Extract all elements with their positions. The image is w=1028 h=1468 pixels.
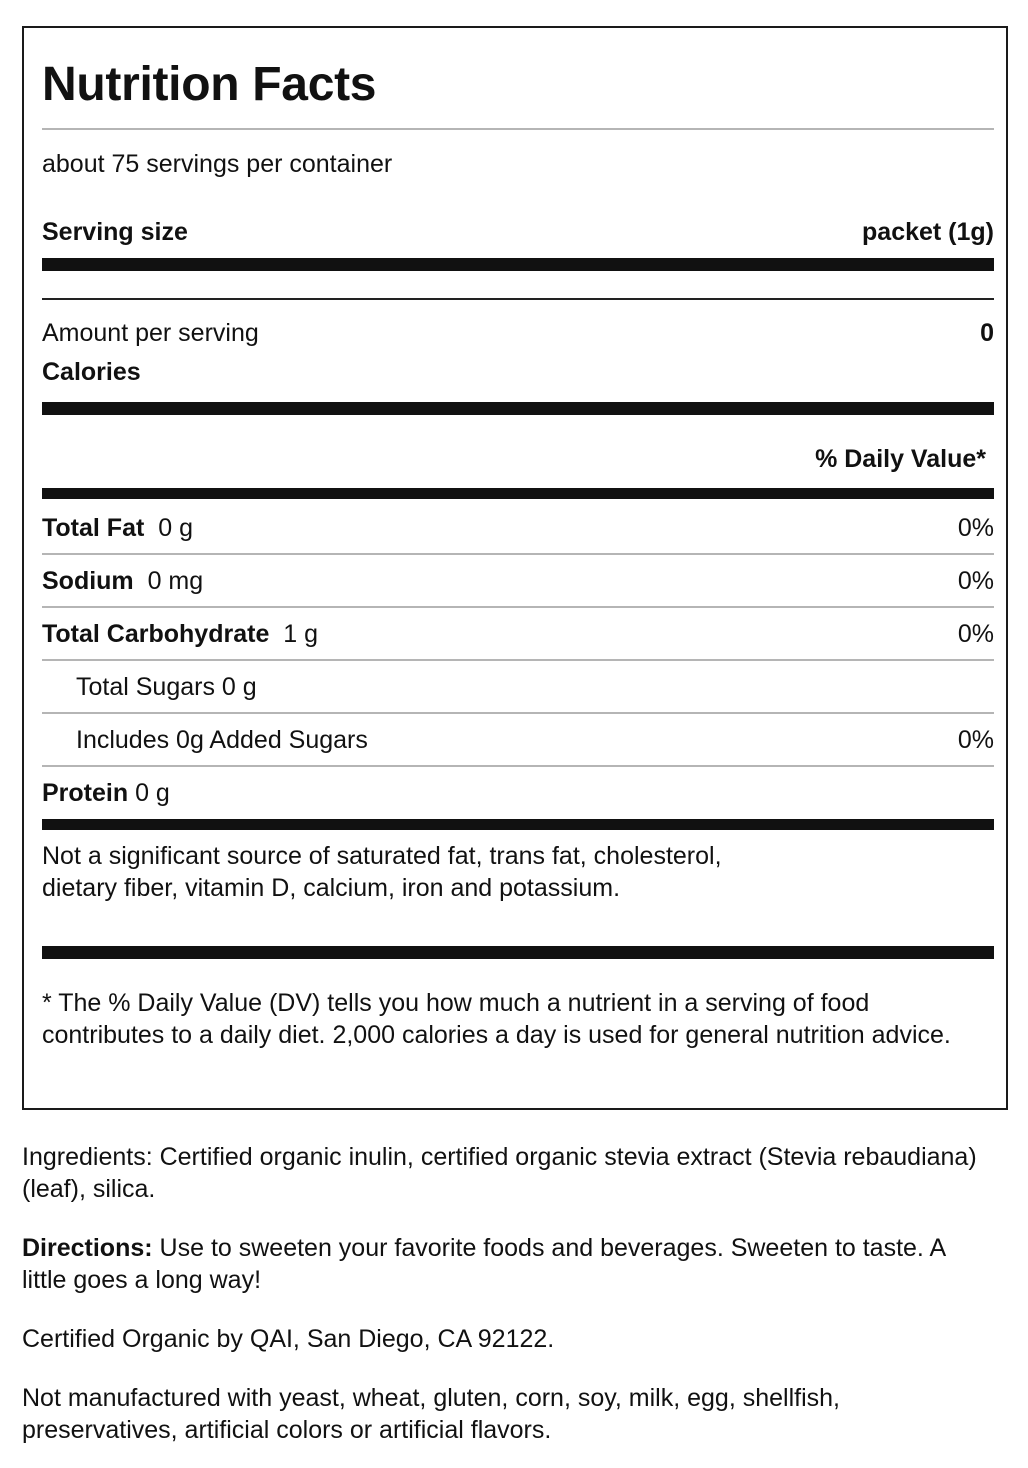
nutrient-row-added-sugars (42, 714, 994, 766)
nutrient-name: Sodium (42, 566, 134, 595)
not-significant-note: Not a significant source of saturated fat, trans fat, cholesterol, dietary fiber, vitamin D, calcium, iron and potassium. (42, 842, 722, 902)
nutrition-facts-panel (22, 26, 1008, 1110)
nutrient-dv: 0% (957, 566, 994, 595)
allergen-text: Not manufactured with yeast, wheat, gluten, corn, soy, milk, egg, shellfish, preservatives, artificial colors or artificial flavors. (22, 1384, 840, 1444)
serving-size-label: Serving size (42, 218, 188, 246)
daily-value-header: % Daily Value* (815, 445, 986, 473)
nutrient-name: Protein (42, 778, 129, 807)
thick-divider (42, 258, 994, 271)
nutrient-name-amount (42, 620, 318, 649)
directions-text (22, 1232, 982, 1296)
thick-divider (42, 946, 994, 959)
nutrient-name-amount (42, 514, 193, 543)
calories-label: Calories (42, 358, 141, 386)
directions-label: Directions: (22, 1234, 153, 1262)
nutrient-dv: 0% (957, 619, 994, 648)
nutrient-row-total-sugars (42, 661, 994, 713)
directions-body: Use to sweeten your favorite foods and beverages. Sweeten to taste. A little goes a long way! (22, 1234, 945, 1294)
nutrient-amount: 0 mg (147, 566, 204, 595)
thick-divider (42, 488, 994, 499)
servings-per-container: about 75 servings per container (42, 150, 393, 178)
daily-value-footnote: * The % Daily Value (DV) tells you how much a nutrient in a serving of food contributes to a daily diet. 2,000 calories a day is used for general nutrition advice. (42, 989, 951, 1049)
nutrient-name-amount (42, 567, 203, 596)
divider (42, 298, 994, 300)
calories-value: 0 (980, 319, 994, 347)
nutrient-dv: 0% (957, 725, 994, 754)
nutrient-row-sodium (42, 555, 994, 607)
amount-per-serving: Amount per serving (42, 319, 259, 347)
nutrient-row-total-carbohydrate (42, 608, 994, 660)
serving-size-value: packet (1g) (862, 218, 994, 246)
thick-divider (42, 819, 994, 830)
divider (42, 128, 994, 130)
nutrient-name: Includes 0g Added Sugars (76, 725, 368, 754)
nutrient-name: Total Carbohydrate (42, 619, 270, 648)
thick-divider (42, 402, 994, 415)
nutrient-dv: 0% (957, 513, 994, 542)
nutrient-name-amount (42, 779, 170, 808)
nutrient-amount: 1 g (283, 619, 319, 648)
panel-title: Nutrition Facts (42, 58, 377, 111)
certification-text: Certified Organic by QAI, San Diego, CA 92122. (22, 1325, 555, 1353)
nutrient-name: Total Fat (42, 513, 145, 542)
ingredients-text: Ingredients: Certified organic inulin, certified organic stevia extract (Stevia rebaudiana) (leaf), silica. (22, 1143, 977, 1203)
nutrient-row-total-fat (42, 502, 994, 554)
nutrient-row-protein (42, 767, 994, 819)
nutrient-amount: 0 g (158, 513, 193, 542)
nutrient-amount: 0 g (135, 778, 170, 807)
nutrient-name: Total Sugars 0 g (76, 672, 257, 701)
